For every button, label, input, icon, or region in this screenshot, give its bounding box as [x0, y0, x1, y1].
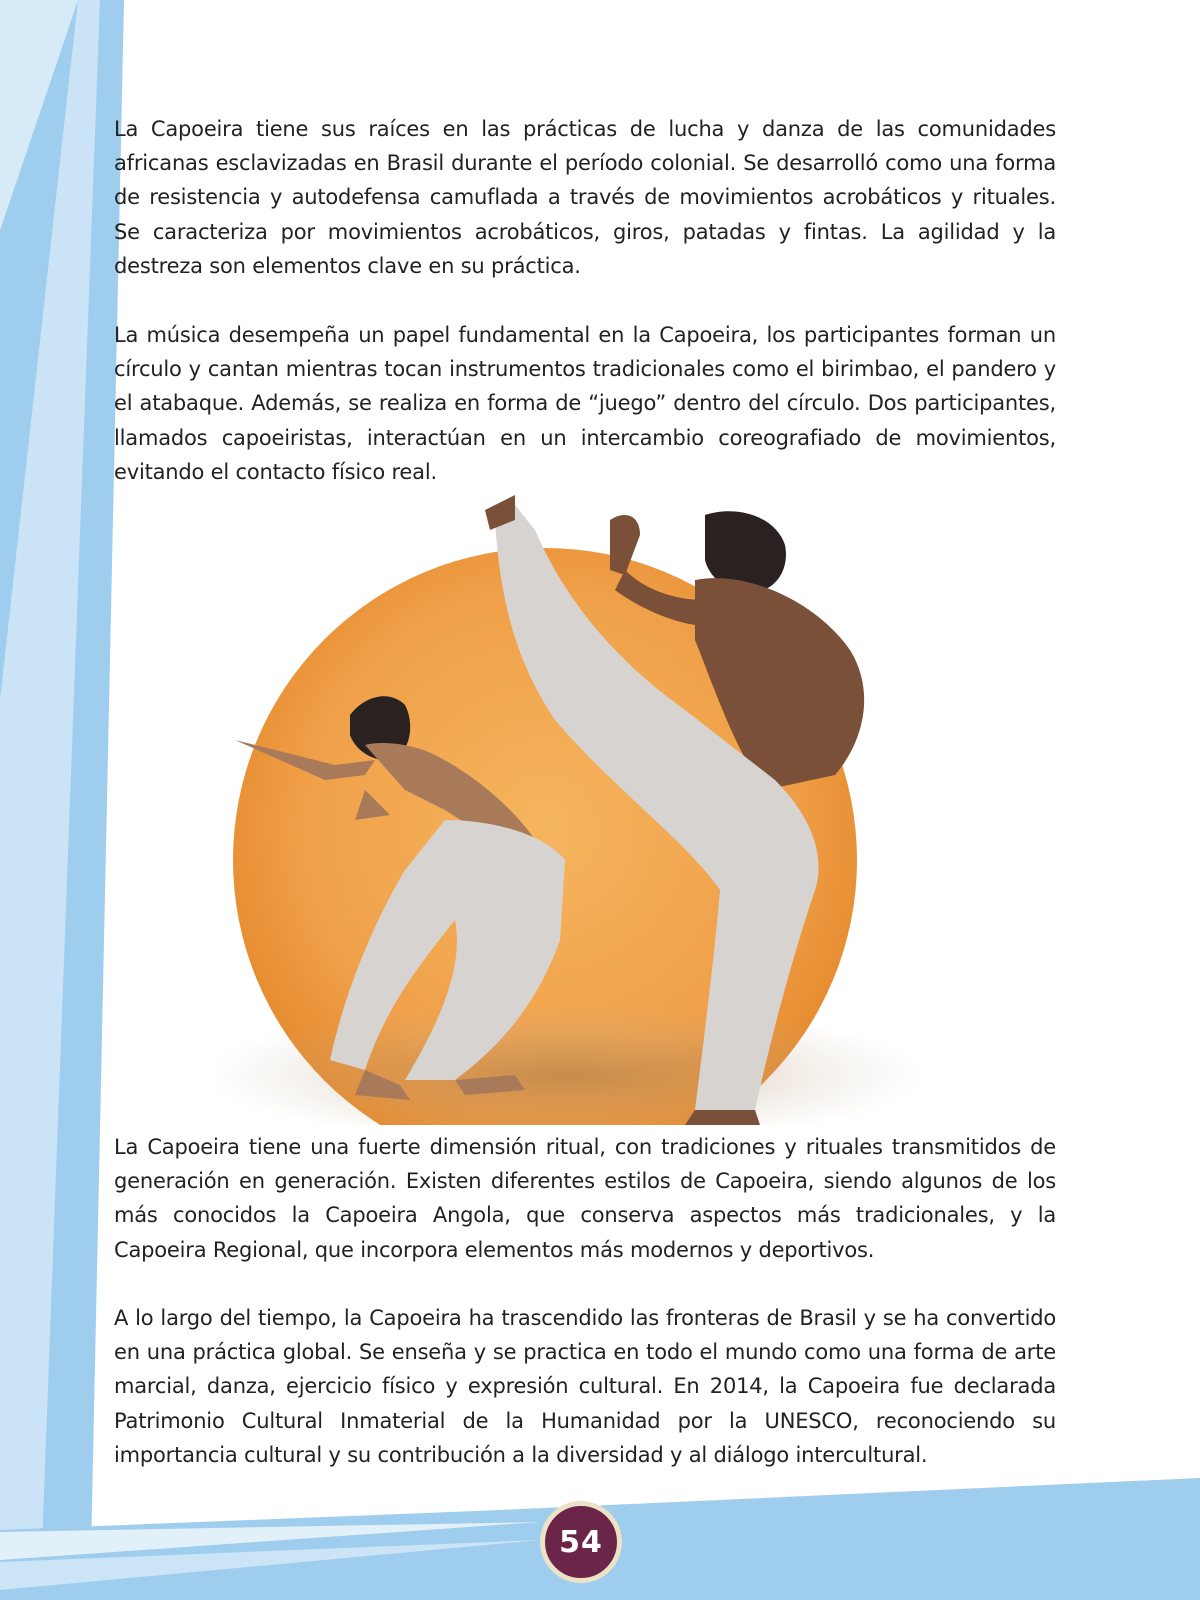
page-number-badge — [540, 1501, 622, 1583]
page-number: 54 — [559, 1524, 603, 1560]
paragraph-origins: La Capoeira tiene sus raíces en las prácticas de lucha y danza de las comunidades africanas esclavizadas en Brasil durante el período colonial. Se desarrolló como una forma de resistencia y autodefensa camuflada a través de movimientos acrobáticos y rituales. Se caracteriza por movimientos acrobáticos, giros, patadas y fintas. La agilidad y la destreza son elementos clave en su práctica. — [114, 117, 1056, 278]
paragraph-music: La música desempeña un papel fundamental en la Capoeira, los participantes forman un círculo y cantan mientras tocan instrumentos tradicionales como el birimbao, el pandero y el atabaque. Además, se realiza en forma de “juego” dentro del círculo. Dos participantes, llamados capoeiristas, interactúan en un intercambio coreografiado de movimientos, evitando el contacto físico real. — [114, 323, 1056, 484]
paragraph-ritual: La Capoeira tiene una fuerte dimensión ritual, con tradiciones y rituales transmitidos de generación en generación. Existen diferentes estilos de Capoeira, siendo algunos de los más conocidos la Capoeira Angola, que conserva aspectos más tradicionales, y la Capoeira Regional, que incorpora elementos más modernos y deportivos. — [114, 1135, 1056, 1262]
capoeira-illustration-icon — [215, 490, 935, 1125]
paragraph-global: A lo largo del tiempo, la Capoeira ha trascendido las fronteras de Brasil y se ha convertido en una práctica global. Se enseña y se practica en todo el mundo como una forma de arte marcial, danza, ejercicio físico y expresión cultural. En 2014, la Capoeira fue declarada Patrimonio Cultural Inmaterial de la Humanidad por la UNESCO, reconociendo su importancia cultural y su contribución a la diversidad y al diálogo intercultural. — [114, 1306, 1056, 1467]
